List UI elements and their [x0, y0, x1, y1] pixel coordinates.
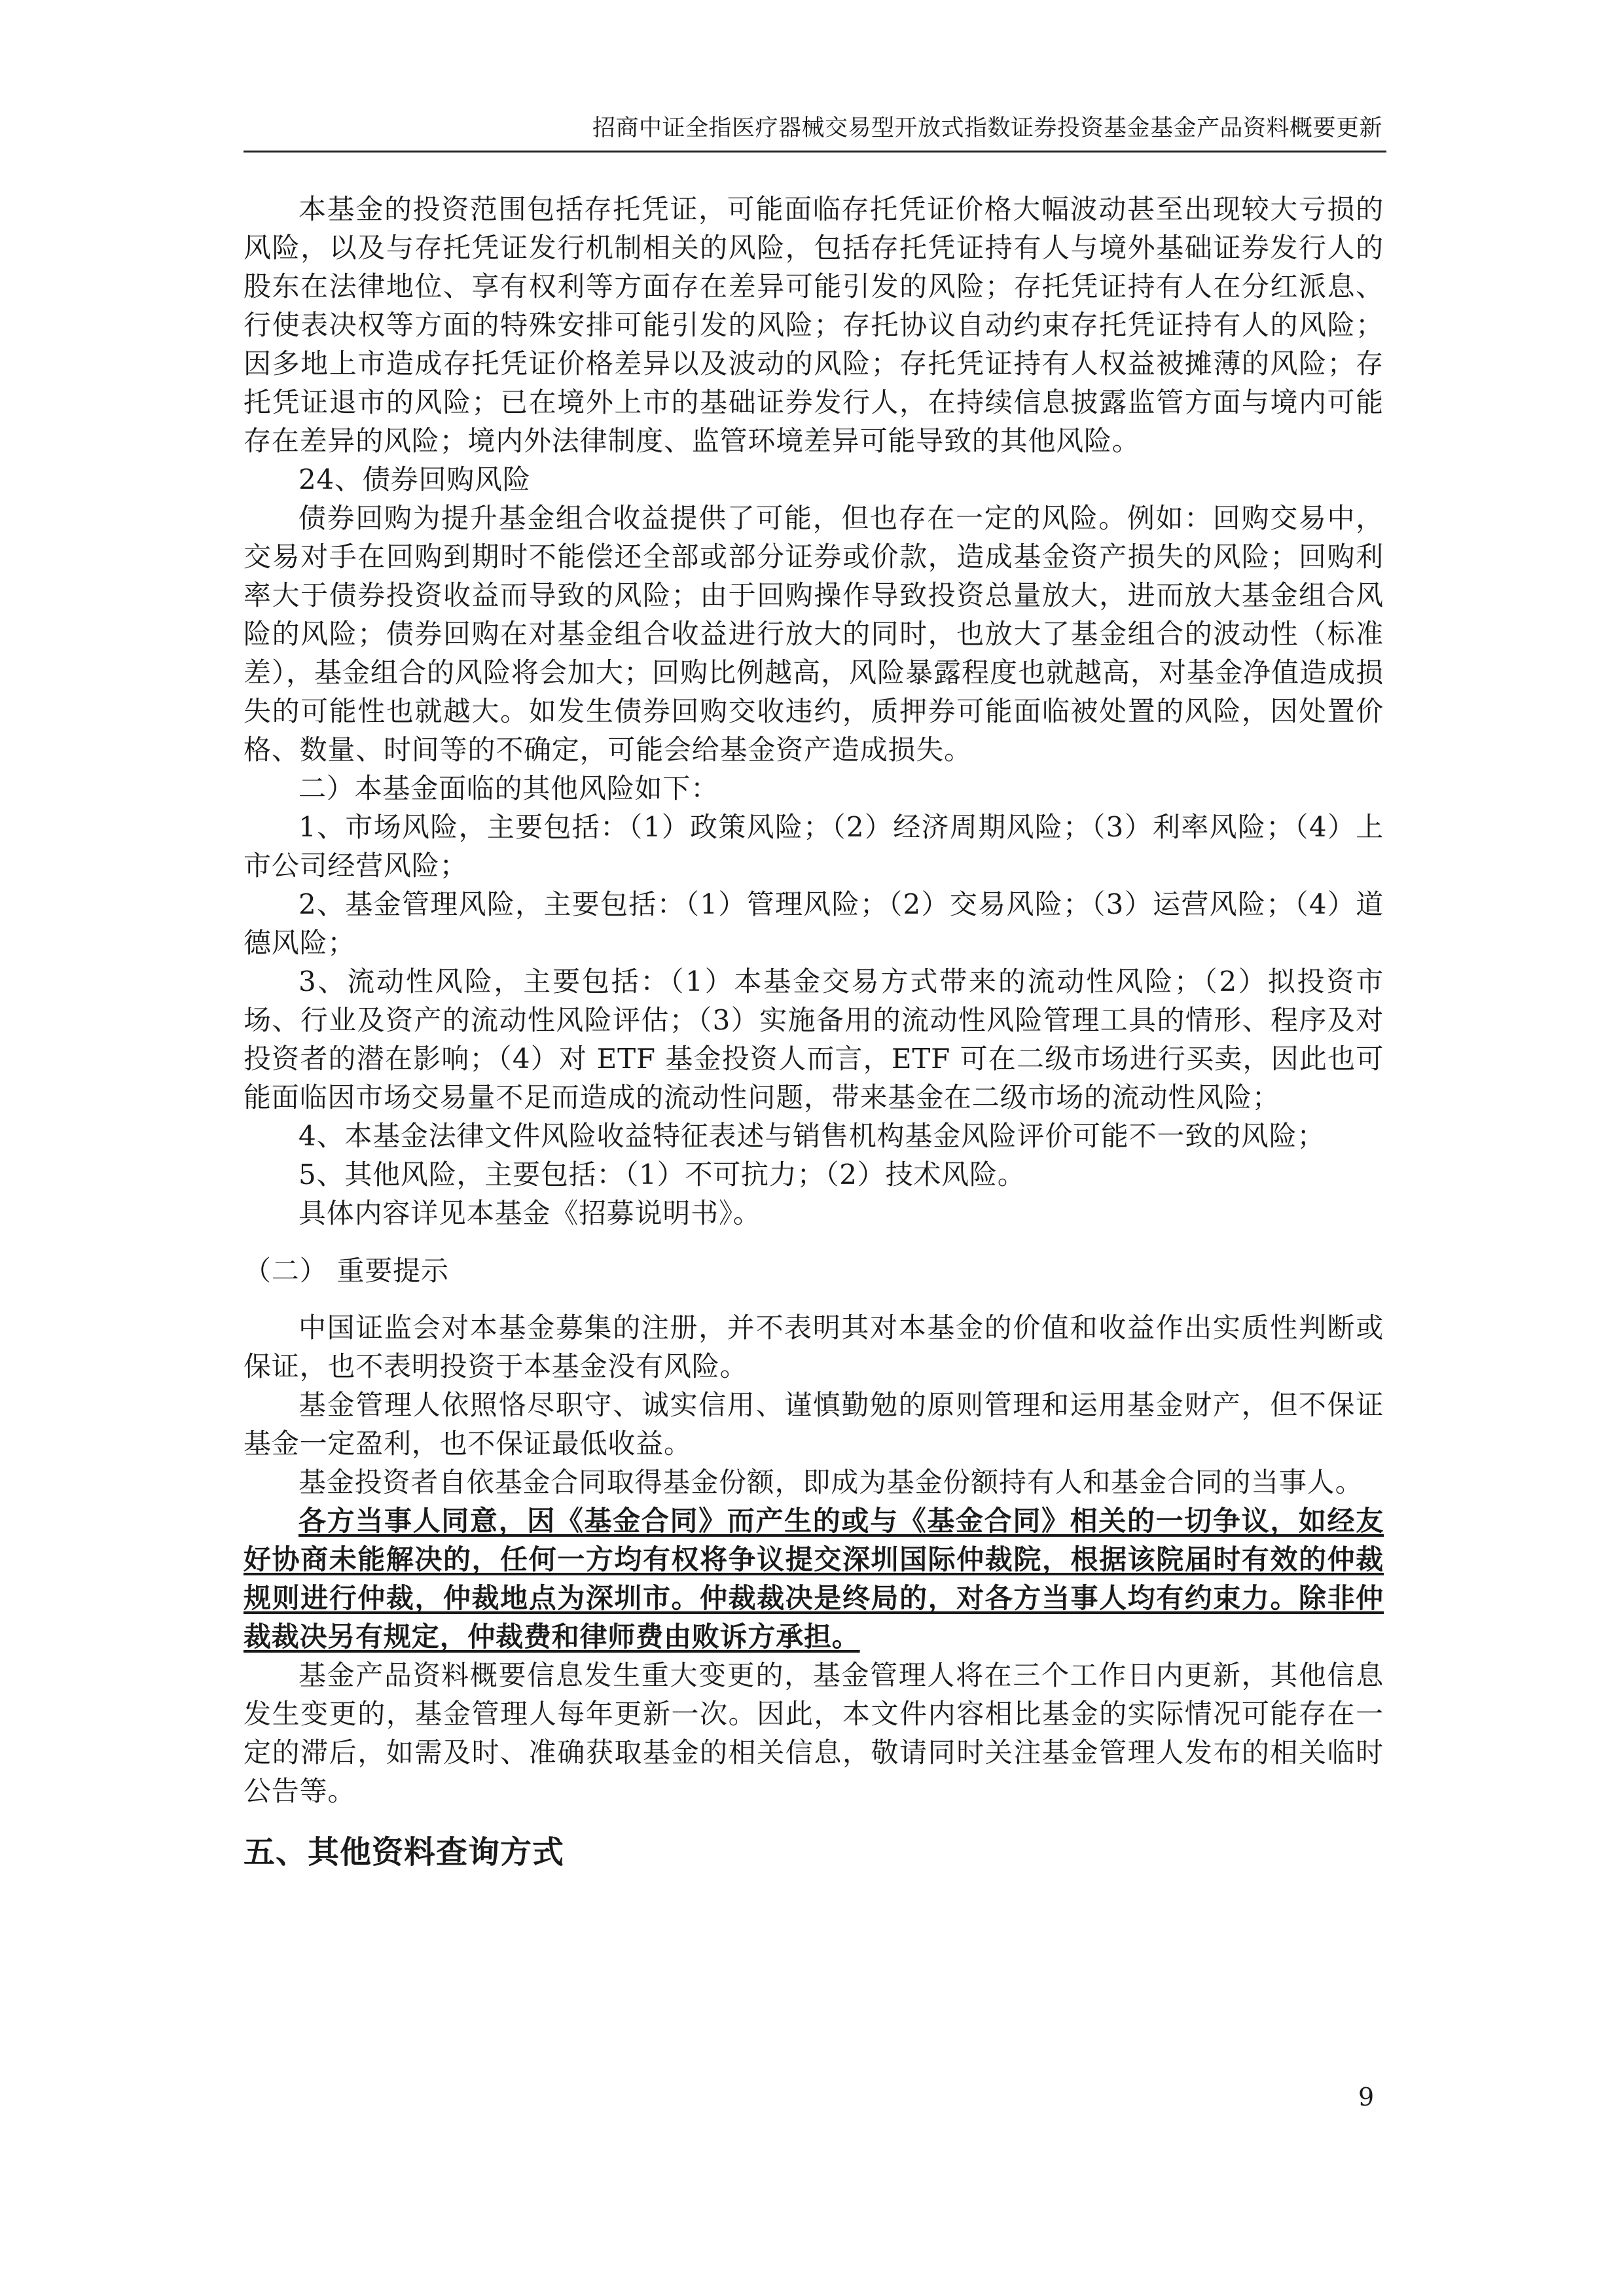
item-bond-repo-risk-title: 24、债券回购风险 — [298, 463, 531, 495]
paragraph-arbitration — [244, 1501, 1384, 1656]
heading-section-five: 五、其他资料查询方式 — [244, 1834, 565, 1871]
page-header — [244, 110, 1386, 152]
header-title: 招商中证全指医疗器械交易型开放式指数证券投资基金基金产品资料概要更新 — [592, 115, 1382, 141]
list-item-legal-docs-risk: 4、本基金法律文件风险收益特征表述与销售机构基金风险评价可能不一致的风险； — [298, 1120, 1326, 1152]
page-number: 9 — [1358, 2083, 1375, 2111]
arbitration-clause: 各方当事人同意，因《基金合同》而产生的或与《基金合同》相关的一切争议，如经友好协商未能解决的，任何一方均有权将争议提交深圳国际仲裁院，根据该院届时有效的仲裁规则进行仲裁，仲裁地点为深圳市。仲裁裁决是终局的，对各方当事人均有约束力。除非仲裁裁决另有规定，仲裁费和律师费由败诉方承担。 — [244, 1505, 1384, 1653]
paragraph-bond-repo-risk: 债券回购为提升基金组合收益提供了可能，但也存在一定的风险。例如：回购交易中，交易对手在回购到期时不能偿还全部或部分证券或价款，造成基金资产损失的风险；回购利率大于债券投资收益而导致的风险；由于回购操作导致投资总量放大，进而放大基金组合风险的风险；债券回购在对基金组合收益进行放大的同时，也放大了基金组合的波动性（标准差），基金组合的风险将会加大；回购比例越高，风险暴露程度也就越高，对基金净值造成损失的可能性也就越大。如发生债券回购交收违约，质押券可能面临被处置的风险，因处置价格、数量、时间等的不确定，可能会给基金资产造成损失。 — [244, 502, 1384, 766]
paragraph-other-risks-intro: 二）本基金面临的其他风险如下： — [298, 772, 719, 804]
paragraph-update-notice: 基金产品资料概要信息发生重大变更的，基金管理人将在三个工作日内更新，其他信息发生变更的，基金管理人每年更新一次。因此，本文件内容相比基金的实际情况可能存在一定的滞后，如需及时、准确获取基金的相关信息，敬请同时关注基金管理人发布的相关临时公告等。 — [244, 1659, 1384, 1807]
paragraph-see-prospectus: 具体内容详见本基金《招募说明书》。 — [298, 1197, 761, 1229]
list-item-market-risk: 1、市场风险，主要包括：（1）政策风险；（2）经济周期风险；（3）利率风险；（4）上市公司经营风险； — [244, 811, 1384, 882]
list-item-management-risk: 2、基金管理风险，主要包括：（1）管理风险；（2）交易风险；（3）运营风险；（4）道德风险； — [244, 888, 1384, 959]
list-item-liquidity-risk: 3、流动性风险，主要包括：（1）本基金交易方式带来的流动性风险；（2）拟投资市场、行业及资产的流动性风险评估；（3）实施备用的流动性风险管理工具的情形、程序及对投资者的潜在影响；（4）对 ETF 基金投资人而言，ETF 可在二级市场进行买卖，因此也可能面临因市场交易量不足而造成的流动性问题，带来基金在二级市场的流动性风险； — [244, 965, 1384, 1113]
paragraph-manager-duty: 基金管理人依照恪尽职守、诚实信用、谨慎勤勉的原则管理和运用基金财产，但不保证基金一定盈利，也不保证最低收益。 — [244, 1389, 1384, 1460]
list-item-other-risk: 5、其他风险，主要包括：（1）不可抗力；（2）技术风险。 — [298, 1158, 1026, 1191]
paragraph-investor-party: 基金投资者自依基金合同取得基金份额，即成为基金份额持有人和基金合同的当事人。 — [298, 1466, 1363, 1498]
paragraph-csrc-registration: 中国证监会对本基金募集的注册，并不表明其对本基金的价值和收益作出实质性判断或保证，也不表明投资于本基金没有风险。 — [244, 1312, 1384, 1382]
paragraph-depositary-receipts-risk: 本基金的投资范围包括存托凭证，可能面临存托凭证价格大幅波动甚至出现较大亏损的风险，以及与存托凭证发行机制相关的风险，包括存托凭证持有人与境外基础证券发行人的股东在法律地位、享有权利等方面存在差异可能引发的风险；存托凭证持有人在分红派息、行使表决权等方面的特殊安排可能引发的风险；存托协议自动约束存托凭证持有人的风险；因多地上市造成存托凭证价格差异以及波动的风险；存托凭证持有人权益被摊薄的风险；存托凭证退市的风险；已在境外上市的基础证券发行人，在持续信息披露监管方面与境内可能存在差异的风险；境内外法律制度、监管环境差异可能导致的其他风险。 — [244, 193, 1384, 457]
heading-important-notice: （二） 重要提示 — [244, 1255, 449, 1287]
document-body — [244, 190, 1384, 1873]
